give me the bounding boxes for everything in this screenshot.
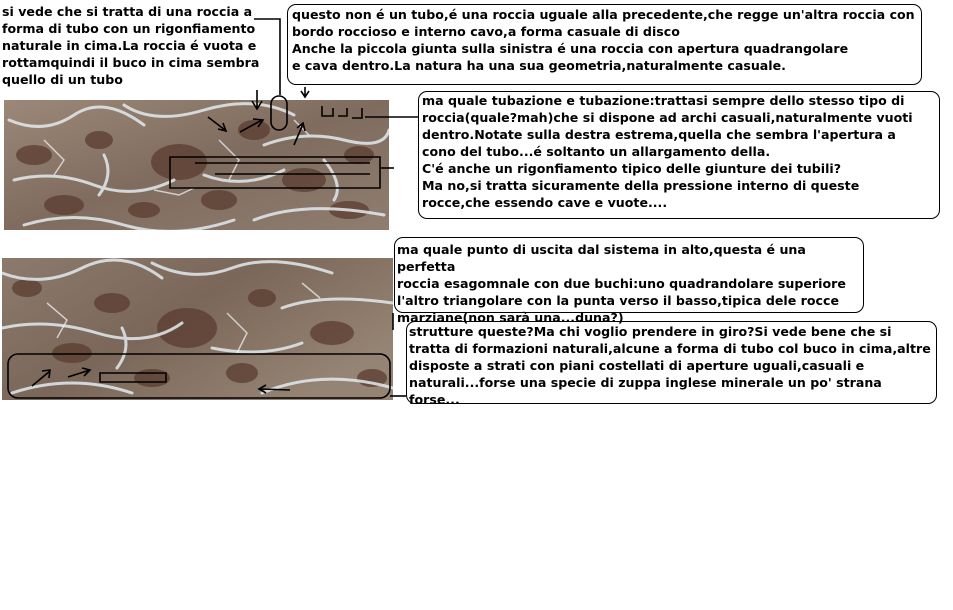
mars-photo-bottom [2,258,393,400]
annotation-bottom-right: strutture queste?Ma chi voglio prendere in giro?Si vede bene che si tratta di formazioni naturali,alcune a forma di tubo col buco in cima,altre disposte a strati con piani costellati di aperture uguali,casuali e naturali...forse una specie di zuppa inglese minerale un po' strana forse... [409,324,931,407]
mars-photo-top [4,100,389,230]
annotation-lower-middle: ma quale punto di uscita dal sistema in alto,questa é una perfetta roccia esagomnale con due buchi:uno quadrandolare superiore l'altro triangolare con la punta verso il basso,tipica dele rocce marziane(non sarà una...duna?) [397,242,846,325]
annotation-top-right: questo non é un tubo,é una roccia uguale alla precedente,che regge un'altra roccia con bordo roccioso e interno cavo,a forma casuale di disco Anche la piccola giunta sulla sinistra é una roccia con apertura quadrangolare e cava dentro.La natura ha una sua geometria,naturalmente casuale. [292,7,915,73]
annotation-top-left: si vede che si tratta di una roccia a forma di tubo con un rigonfiamento naturale in cima.La roccia é vuota e rottamquindi il buco in cima sembra quello di un tubo [2,4,260,87]
annotation-middle-right: ma quale tubazione e tubazione:trattasi sempre dello stesso tipo di roccia(quale?mah)che si dispone ad archi casuali,naturalmente vuoti dentro.Notate sulla destra estrema,quella che sembra l'apertura a cono del tubo...é soltanto un allargamento della. C'é anche un rigonfiamento tipico delle giunture dei tubili? Ma no,si tratta sicuramente della pressione interno di queste rocce,che essendo cave e vuote.... [422,93,913,210]
